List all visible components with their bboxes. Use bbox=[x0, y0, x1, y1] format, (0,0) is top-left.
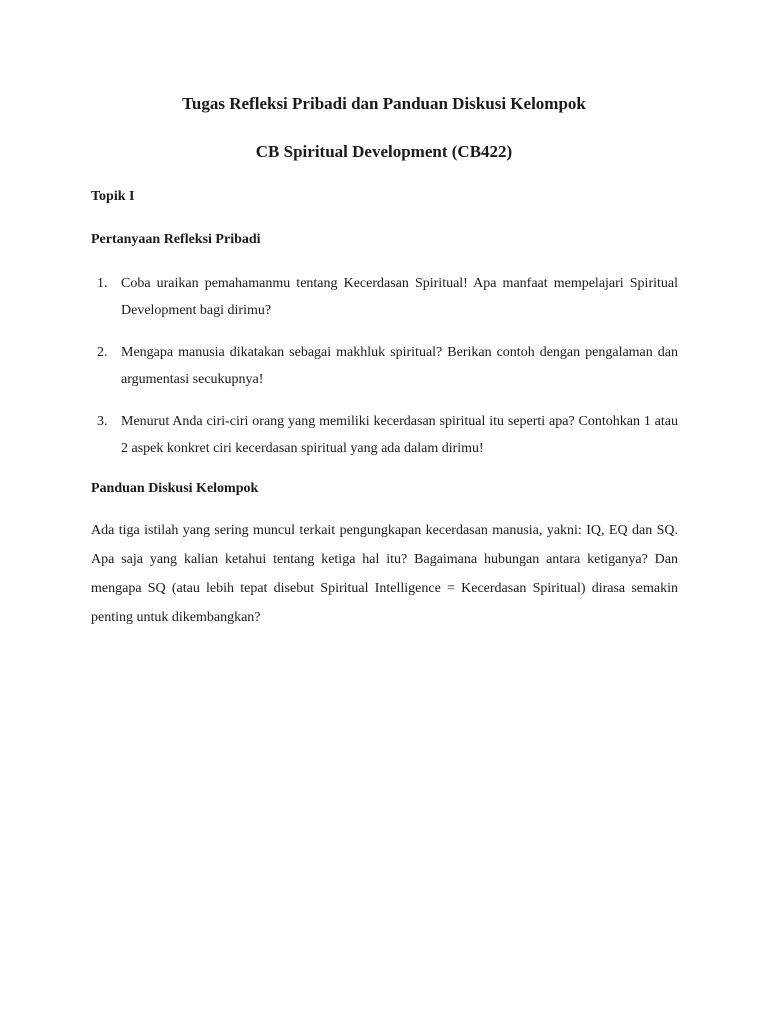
question-number: 1. bbox=[97, 276, 108, 291]
question-text: Menurut Anda ciri-ciri orang yang memiliki kecerdasan spiritual itu seperti apa? Contohkan 1 atau 2 aspek konkret ciri kecerdasan spiritual yang ada dalam dirimu! bbox=[121, 414, 678, 456]
question-number: 2. bbox=[97, 345, 108, 360]
reflection-question-list bbox=[91, 270, 678, 477]
question-text: Coba uraikan pemahamanmu tentang Kecerdasan Spiritual! Apa manfaat mempelajari Spiritual Development bagi dirimu? bbox=[121, 276, 678, 318]
discussion-heading: Panduan Diskusi Kelompok bbox=[91, 481, 259, 496]
question-text: Mengapa manusia dikatakan sebagai makhluk spiritual? Berikan contoh dengan pengalaman dan argumentasi secukupnya! bbox=[121, 345, 678, 387]
document-title: Tugas Refleksi Pribadi dan Panduan Diskusi Kelompok bbox=[182, 94, 586, 113]
question-number: 3. bbox=[97, 414, 108, 429]
discussion-paragraph: Ada tiga istilah yang sering muncul terkait pengungkapan kecerdasan manusia, yakni: IQ, EQ dan SQ. Apa saja yang kalian ketahui tentang ketiga hal itu? Bagaimana hubungan antara ketiganya? Dan mengapa SQ (atau lebih tepat disebut Spiritual Intelligence = Kecerdasan Spiritual) dirasa semakin penting untuk dikembangkan? bbox=[91, 523, 678, 625]
topic-heading: Topik I bbox=[91, 189, 135, 204]
reflection-heading: Pertanyaan Refleksi Pribadi bbox=[91, 232, 261, 247]
question-item-1 bbox=[91, 270, 678, 324]
course-title: CB Spiritual Development (CB422) bbox=[255, 142, 513, 161]
question-item-2 bbox=[91, 339, 678, 393]
question-item-3 bbox=[91, 408, 678, 462]
